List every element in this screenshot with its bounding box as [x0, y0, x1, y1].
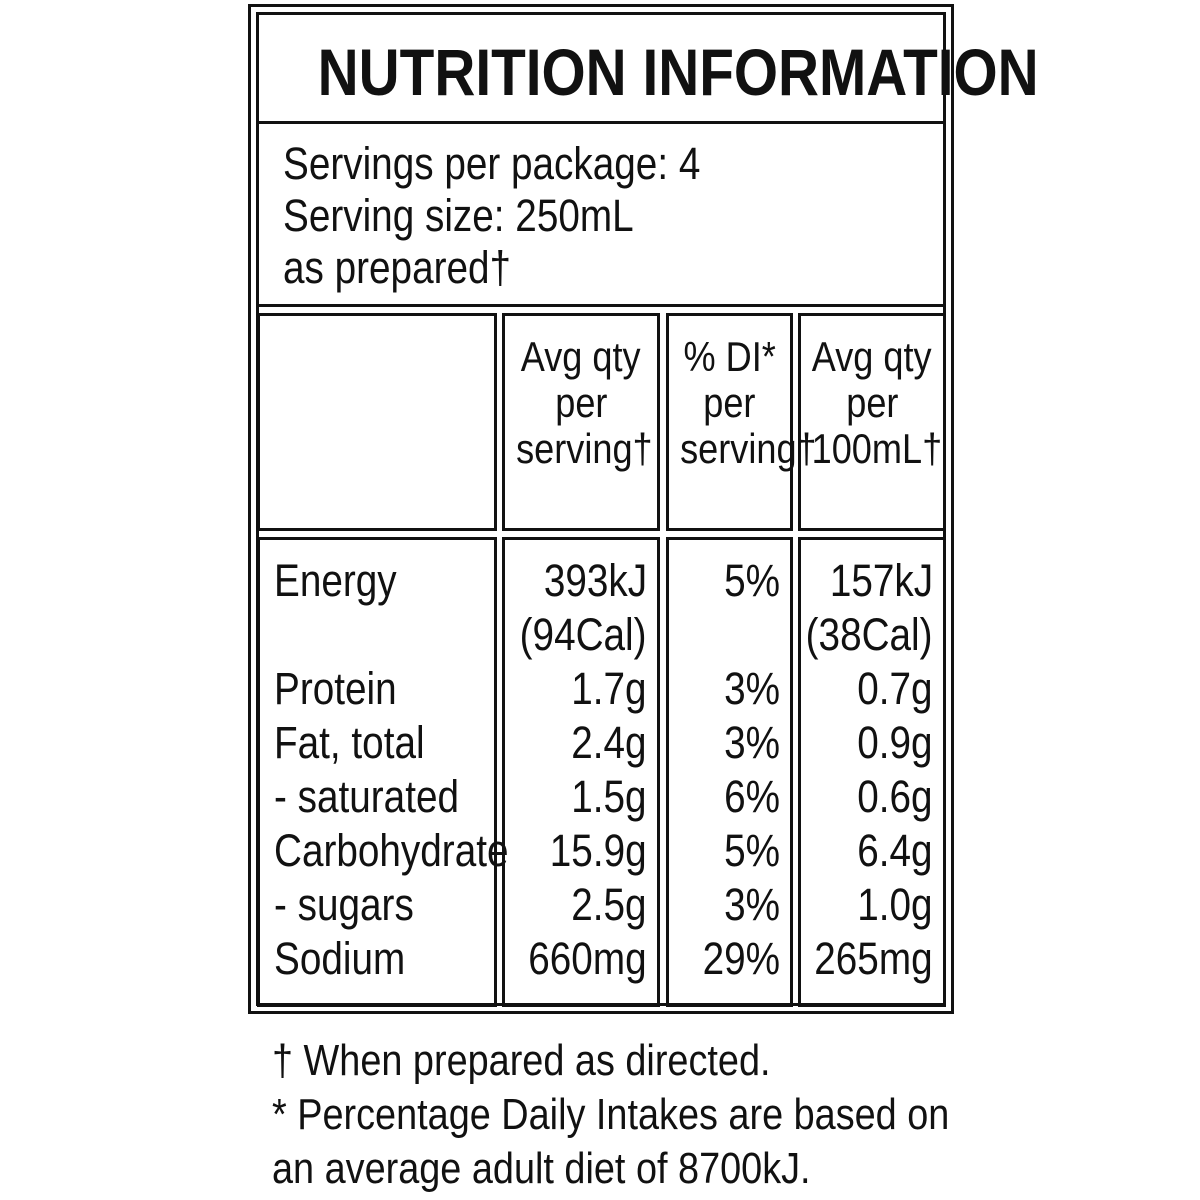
footnote-di-line-2 — [272, 1142, 898, 1196]
sodium-per-serving-value: 660mg — [528, 933, 647, 984]
footnote-di-line-1-text: * Percentage Daily Intakes are based on — [272, 1090, 950, 1139]
nutrient-fat-total — [274, 716, 449, 770]
energy-per-100ml — [813, 554, 933, 608]
carbohydrate-di — [715, 824, 780, 878]
sodium-per-serving — [509, 932, 647, 986]
sugars-per-100ml — [845, 878, 933, 932]
energy-di — [715, 554, 780, 608]
energy-per-serving-cal-value: (94Cal) — [520, 609, 647, 660]
as-prepared: as prepared† — [283, 242, 512, 293]
nutrient-energy — [274, 554, 417, 608]
header-di-cell — [666, 313, 817, 531]
protein-di-value: 3% — [724, 663, 780, 714]
footnote-di-line-1 — [272, 1088, 1060, 1142]
page-title: NUTRITION INFORMATION — [317, 35, 1039, 109]
saturated-per-serving — [559, 770, 647, 824]
per-100ml-column — [798, 537, 946, 1007]
title-container — [259, 35, 1039, 109]
serving-size-row — [283, 190, 691, 242]
header-di-line-3: serving† — [680, 425, 817, 472]
sodium-per-100ml — [795, 932, 933, 986]
fat-per-serving — [559, 716, 647, 770]
fat-di-value: 3% — [724, 717, 780, 768]
sugars-di-value: 3% — [724, 879, 780, 930]
as-prepared-row — [283, 242, 548, 294]
energy-per-100ml-kj: 157kJ — [829, 555, 933, 606]
footnote-prepared-text: † When prepared as directed. — [272, 1036, 771, 1085]
sugars-per-100ml-value: 1.0g — [857, 879, 933, 930]
nutrient-carbohydrate-label: Carbohydrate — [274, 825, 509, 876]
servings-per-package-row — [283, 138, 768, 190]
header-per-serving-line-2: per — [554, 379, 608, 426]
nutrient-sodium-label: Sodium — [274, 933, 406, 984]
nutrient-saturated-label: - saturated — [274, 771, 460, 822]
carbohydrate-per-serving-value: 15.9g — [550, 825, 647, 876]
protein-per-serving-value: 1.7g — [571, 663, 647, 714]
energy-di-value: 5% — [724, 555, 780, 606]
fat-di — [715, 716, 780, 770]
protein-per-serving — [559, 662, 647, 716]
sugars-per-serving — [559, 878, 647, 932]
header-di — [669, 333, 817, 472]
nutrient-energy-label: Energy — [274, 555, 397, 606]
fat-per-100ml-value: 0.9g — [857, 717, 933, 768]
nutrient-name-column — [257, 537, 509, 1007]
energy-per-serving — [527, 554, 647, 608]
fat-per-100ml — [845, 716, 933, 770]
saturated-per-serving-value: 1.5g — [571, 771, 647, 822]
sodium-di — [690, 932, 780, 986]
sugars-di — [715, 878, 780, 932]
energy-per-serving-kj: 393kJ — [543, 555, 647, 606]
header-per-serving — [505, 334, 657, 472]
header-per-100ml-cell — [798, 313, 946, 531]
footnote-di-line-2-text: an average adult diet of 8700kJ. — [272, 1144, 811, 1193]
nutrient-protein — [274, 662, 417, 716]
servings-box — [256, 121, 946, 307]
nutrient-sugars — [274, 878, 437, 932]
nutrient-protein-label: Protein — [274, 663, 397, 714]
title-box — [256, 12, 1039, 124]
header-per-100ml-line-2: per — [845, 379, 899, 426]
energy-per-serving-cal — [499, 608, 647, 662]
header-blank-cell — [257, 313, 497, 531]
header-per-serving-cell — [502, 313, 660, 531]
energy-per-100ml-cal-value: (38Cal) — [806, 609, 933, 660]
header-di-line-1: % DI* — [683, 333, 776, 380]
fat-per-serving-value: 2.4g — [571, 717, 647, 768]
header-per-100ml-line-3: 100mL† — [811, 425, 943, 472]
energy-per-100ml-cal — [785, 608, 933, 662]
protein-di — [715, 662, 780, 716]
header-di-line-2: per — [703, 379, 756, 426]
saturated-di — [715, 770, 780, 824]
footnote-prepared — [272, 1034, 852, 1088]
sugars-per-serving-value: 2.5g — [571, 879, 647, 930]
carbohydrate-per-100ml-value: 6.4g — [857, 825, 933, 876]
servings-per-package: Servings per package: 4 — [283, 138, 701, 189]
saturated-per-100ml-value: 0.6g — [857, 771, 933, 822]
carbohydrate-di-value: 5% — [724, 825, 780, 876]
sodium-per-100ml-value: 265mg — [814, 933, 933, 984]
carbohydrate-per-100ml — [845, 824, 933, 878]
nutrient-saturated — [274, 770, 489, 824]
nutrient-sugars-label: - sugars — [274, 879, 414, 930]
header-per-serving-line-3: serving† — [516, 425, 653, 472]
nutrient-sodium — [274, 932, 427, 986]
saturated-di-value: 6% — [724, 771, 780, 822]
di-column — [666, 537, 793, 1007]
protein-per-100ml-value: 0.7g — [857, 663, 933, 714]
per-serving-column — [502, 537, 660, 1007]
sodium-di-value: 29% — [702, 933, 780, 984]
header-per-100ml — [801, 334, 943, 472]
header-per-serving-line-1: Avg qty — [521, 333, 641, 380]
carbohydrate-per-serving — [534, 824, 647, 878]
saturated-per-100ml — [845, 770, 933, 824]
protein-per-100ml — [845, 662, 933, 716]
header-per-100ml-line-1: Avg qty — [812, 333, 932, 380]
nutrient-fat-total-label: Fat, total — [274, 717, 425, 768]
serving-size: Serving size: 250mL — [283, 190, 634, 241]
